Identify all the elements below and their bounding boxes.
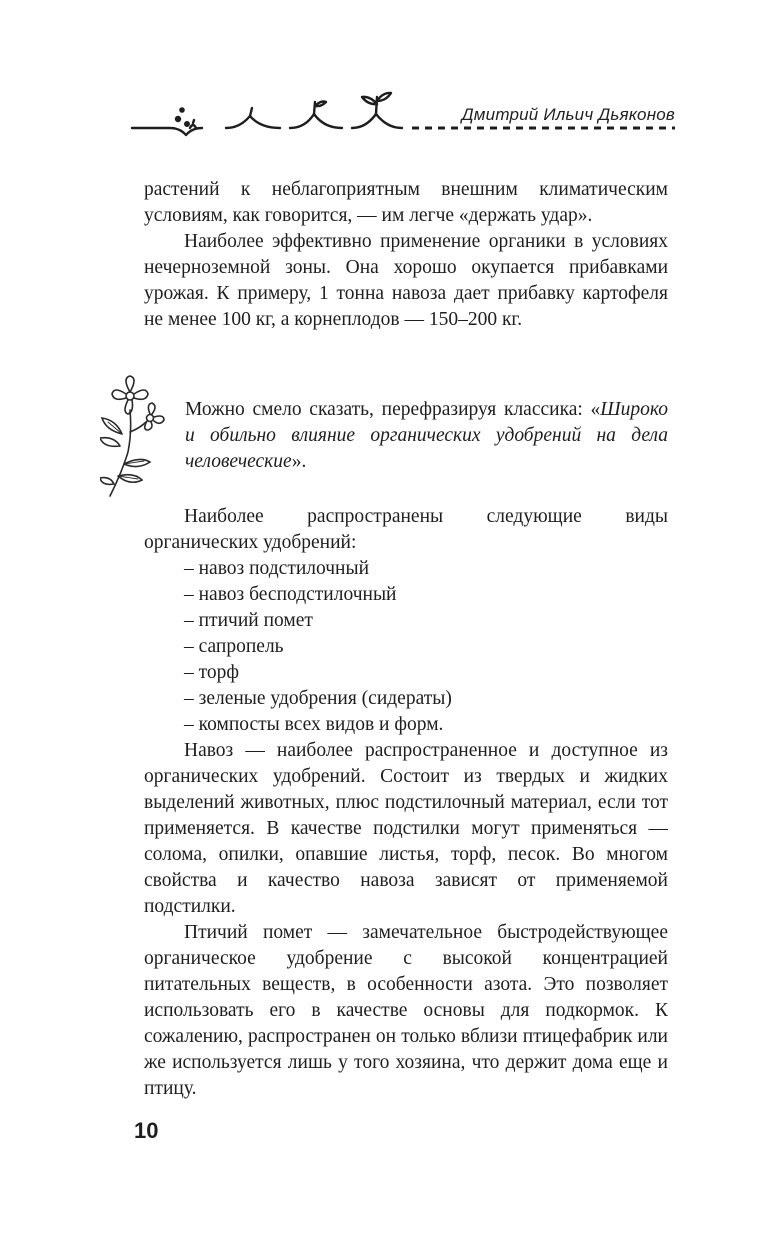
quote-italic: Широко и обильно влияние органических удобрений на дела человеческие — [185, 399, 668, 472]
quote-lead: Можно смело сказать, перефразируя классика: « — [185, 399, 601, 420]
list-item: – птичий помет — [184, 610, 313, 631]
list-item: – компосты всех видов и форм. — [184, 714, 444, 735]
list-item: – торф — [184, 662, 240, 683]
page-number: 10 — [134, 1118, 159, 1143]
paragraph: Птичий помет — замечательное быстродействующее органическое удобрение с высокой концентрацией питательных веществ, в особенности азота. Это позволяет использовать его в качестве основы для подкормок. К сожалению, распространен он только вблизи птицефабрик или же используется лишь у того хозяина, что держит дома еще и птицу. — [144, 922, 668, 1099]
list-item: – зеленые удобрения (сидераты) — [184, 688, 452, 709]
paragraph: Наиболее эффективно применение органики в условиях нечерноземной зоны. Она хорошо окупается прибавками урожая. К примеру, 1 тонна навоза дает прибавку картофеля не менее 100 кг, а корнеплодов — 150–200 кг. — [144, 231, 668, 330]
list-item: – сапропель — [184, 636, 284, 657]
text-block-1 — [144, 177, 668, 333]
list-item: – навоз подстилочный — [184, 558, 370, 579]
text-block-2 — [144, 504, 668, 1102]
running-header — [130, 88, 675, 140]
author-name: Дмитрий Ильич Дьяконов — [461, 105, 675, 124]
paragraph: Навоз — наиболее распространенное и доступное из органических удобрений. Состоит из твердых и жидких выделений животных, плюс подстилочный материал, если тот применяется. В качестве подстилки могут применяться — солома, опилки, опавшие листья, торф, песок. Во многом свойства и качество навоза зависят от применяемой подстилки. — [144, 740, 668, 917]
fertilizer-list — [144, 556, 668, 738]
quote-block — [185, 397, 668, 475]
paragraph: Наиболее распространены следующие виды органических удобрений: — [144, 506, 668, 553]
flower-branch-icon — [100, 372, 170, 507]
quote-text — [185, 397, 668, 475]
list-item: – навоз бесподстилочный — [184, 584, 397, 605]
quote-tail: ». — [291, 451, 307, 472]
paragraph: растений к неблагоприятным внешним климатическим условиям, как говорится, — им легче «держать удар». — [144, 179, 668, 226]
